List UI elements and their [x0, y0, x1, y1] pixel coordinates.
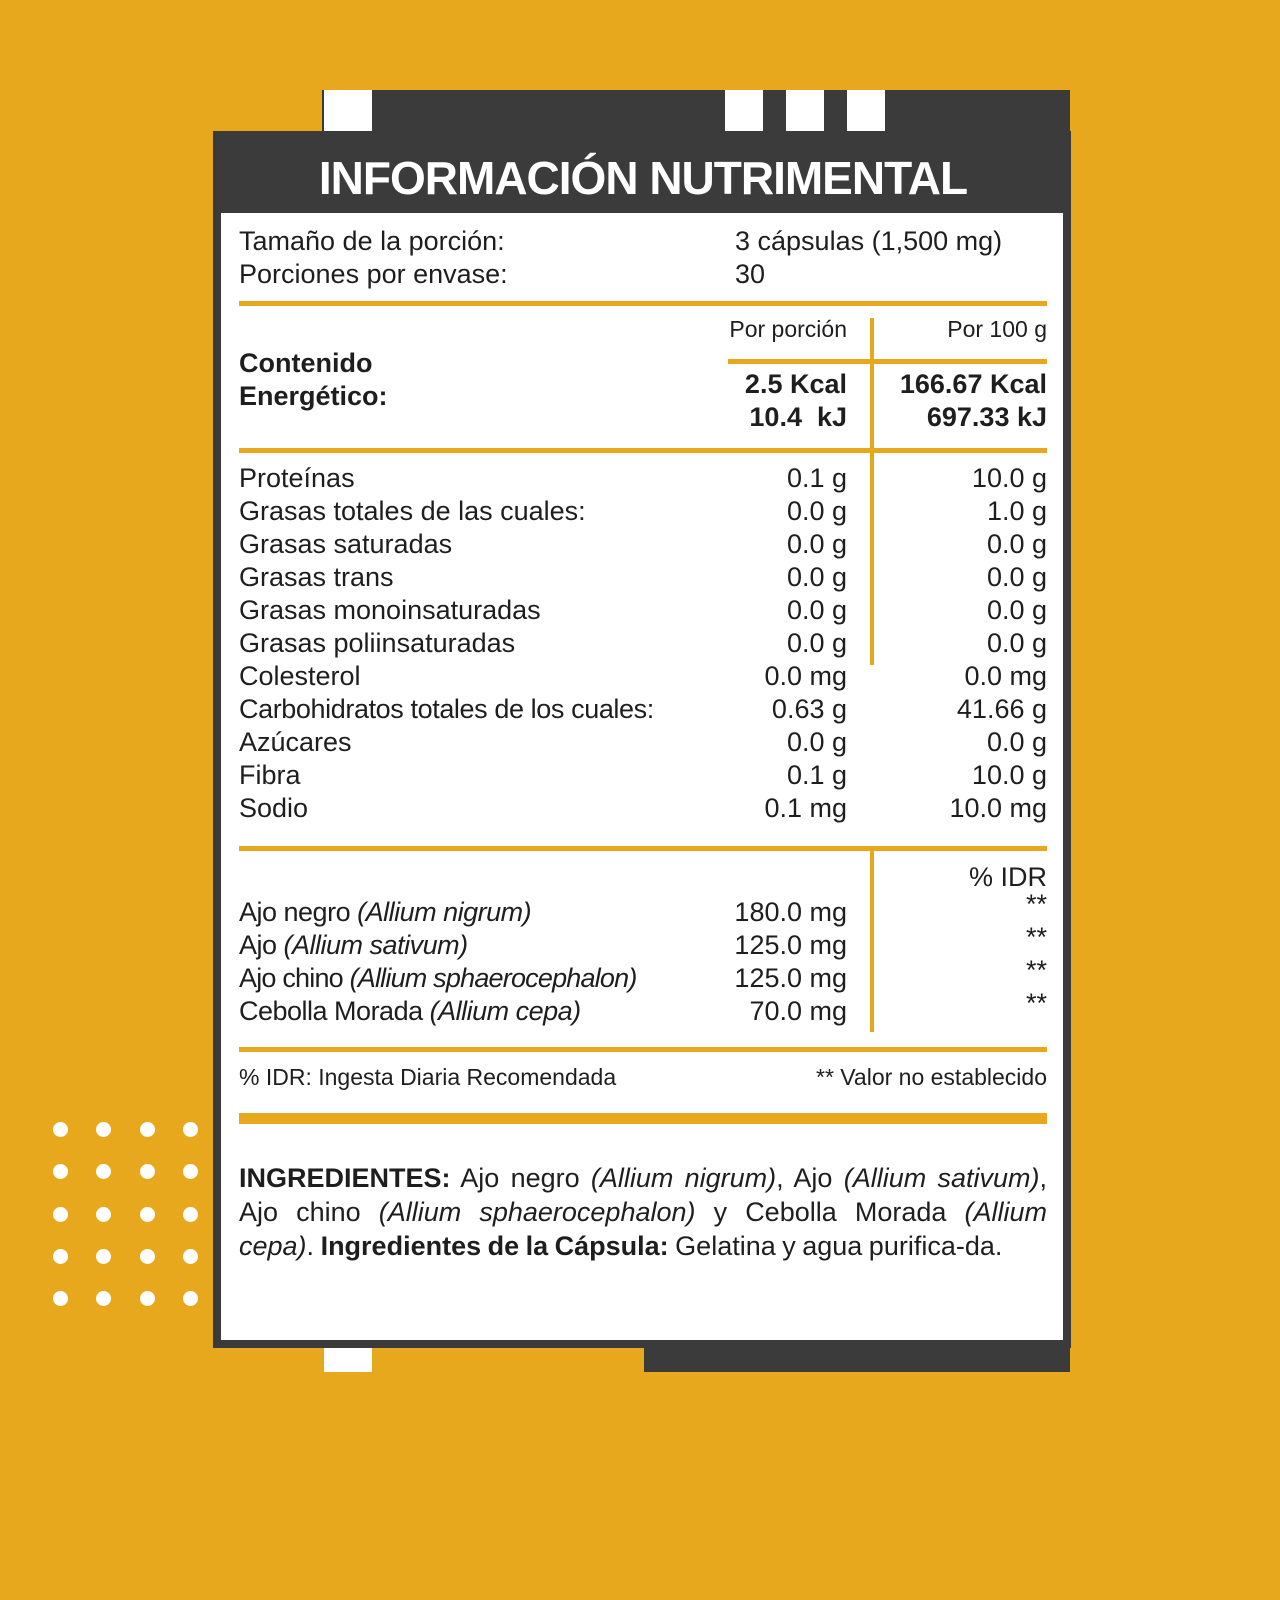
nutrient-per-100g: 0.0 mg	[964, 661, 1047, 691]
energy-kcal-per-100g: 166.67 Kcal	[899, 369, 1047, 399]
active-amount: 125.0 mg	[734, 930, 847, 960]
active-idr: **	[1025, 955, 1047, 985]
nutrient-per-100g: 0.0 g	[986, 595, 1047, 625]
nutrient-per-serving: 0.0 g	[786, 496, 847, 526]
nutrient-name: Azúcares	[239, 727, 352, 757]
nutrient-per-100g: 10.0 g	[971, 760, 1047, 790]
nutrient-per-serving: 0.0 mg	[764, 661, 847, 691]
energy-kcal-per-serving: 2.5 Kcal	[744, 369, 847, 399]
accent-square	[847, 90, 885, 131]
nutrient-per-serving: 0.1 g	[786, 463, 847, 493]
nutrient-per-100g: 0.0 g	[986, 529, 1047, 559]
per-100g-header: Por 100 g	[947, 316, 1047, 342]
nutrient-name: Fibra	[239, 760, 301, 790]
nutrient-name: Grasas monoinsaturadas	[239, 595, 541, 625]
energy-kj-per-serving: 10.4 kJ	[749, 402, 847, 432]
active-latin: (Allium cepa)	[429, 996, 581, 1026]
nutrient-name: Carbohidratos totales de los cuales:	[239, 694, 654, 724]
active-name: Ajo negro (Allium nigrum)	[239, 897, 532, 927]
nutrient-per-serving: 0.1 g	[786, 760, 847, 790]
serving-size-value: 3 cápsulas (1,500 mg)	[735, 226, 1003, 256]
nutrient-name: Proteínas	[239, 463, 355, 493]
active-latin: (Allium sphaerocephalon)	[349, 963, 637, 993]
nutrient-per-serving: 0.0 g	[786, 529, 847, 559]
divider	[239, 301, 1047, 306]
nutrient-name: Sodio	[239, 793, 309, 823]
energy-kj-per-100g: 697.33 kJ	[926, 402, 1047, 432]
divider	[728, 359, 1047, 364]
per-serving-header: Por porción	[729, 316, 847, 342]
nutrient-name: Grasas poliinsaturadas	[239, 628, 516, 658]
active-idr: **	[1025, 988, 1047, 1018]
nutrient-per-serving: 0.0 g	[786, 727, 847, 757]
nutrient-per-100g: 0.0 g	[986, 562, 1047, 592]
accent-square	[725, 90, 763, 131]
serving-size-label: Tamaño de la porción:	[239, 226, 505, 256]
active-latin: (Allium nigrum)	[357, 897, 532, 927]
divider	[239, 1047, 1047, 1052]
ingredients-text: INGREDIENTES: Ajo negro (Allium nigrum), Ajo (Allium sativum), Ajo chino (Allium sphaerocephalon) y Cebolla Morada (Allium cepa). Ingredientes de la Cápsula: Gelatina y agua purifica-da.	[239, 1163, 1047, 1261]
active-name: Ajo chino (Allium sphaerocephalon)	[239, 963, 637, 993]
active-amount: 70.0 mg	[749, 996, 847, 1026]
nutrient-per-100g: 0.0 g	[986, 628, 1047, 658]
nutrient-per-serving: 0.1 mg	[764, 793, 847, 823]
active-amount: 180.0 mg	[734, 897, 847, 927]
active-name: Cebolla Morada (Allium cepa)	[239, 996, 581, 1026]
accent-square	[324, 90, 372, 131]
servings-per-container-value: 30	[735, 259, 766, 289]
active-idr: **	[1025, 922, 1047, 952]
divider	[239, 448, 1047, 453]
nutrient-name: Grasas totales de las cuales:	[239, 496, 586, 526]
energy-label: Energético:	[239, 381, 388, 411]
nutrient-per-100g: 41.66 g	[956, 694, 1047, 724]
nutrient-per-serving: 0.0 g	[786, 628, 847, 658]
accent-square	[324, 1348, 372, 1372]
nutrient-name: Grasas trans	[239, 562, 394, 592]
nutrient-name: Colesterol	[239, 661, 361, 691]
nutrient-per-100g: 0.0 g	[986, 727, 1047, 757]
energy-label: Contenido	[239, 348, 373, 378]
accent-square	[786, 90, 824, 131]
nutrient-per-100g: 1.0 g	[986, 496, 1047, 526]
thick-divider	[239, 1113, 1047, 1124]
divider	[239, 846, 1047, 851]
active-idr: **	[1025, 889, 1047, 919]
idr-header: % IDR	[968, 862, 1047, 892]
active-amount: 125.0 mg	[734, 963, 847, 993]
servings-per-container-label: Porciones por envase:	[239, 259, 508, 289]
nutrient-per-100g: 10.0 mg	[949, 793, 1047, 823]
not-established-footnote: ** Valor no establecido	[816, 1064, 1047, 1090]
nutrient-name: Grasas saturadas	[239, 529, 453, 559]
page-title: INFORMACIÓN NUTRIMENTAL	[318, 152, 968, 204]
nutrient-per-100g: 10.0 g	[971, 463, 1047, 493]
nutrient-per-serving: 0.0 g	[786, 562, 847, 592]
capsule-ingredients-label: Ingredientes de la Cápsula:	[320, 1231, 669, 1261]
active-name: Ajo (Allium sativum)	[239, 930, 468, 960]
active-latin: (Allium sativum)	[283, 930, 468, 960]
nutrition-panel	[221, 213, 1063, 1340]
ingredients-label: INGREDIENTES:	[239, 1163, 451, 1193]
idr-footnote: % IDR: Ingesta Diaria Recomendada	[239, 1064, 617, 1090]
nutrient-per-serving: 0.0 g	[786, 595, 847, 625]
nutrient-per-serving: 0.63 g	[771, 694, 847, 724]
yellow-overlay-block	[1070, 1007, 1280, 1245]
capsule-ingredients-text: Gelatina y agua purifica-da.	[675, 1231, 1003, 1261]
